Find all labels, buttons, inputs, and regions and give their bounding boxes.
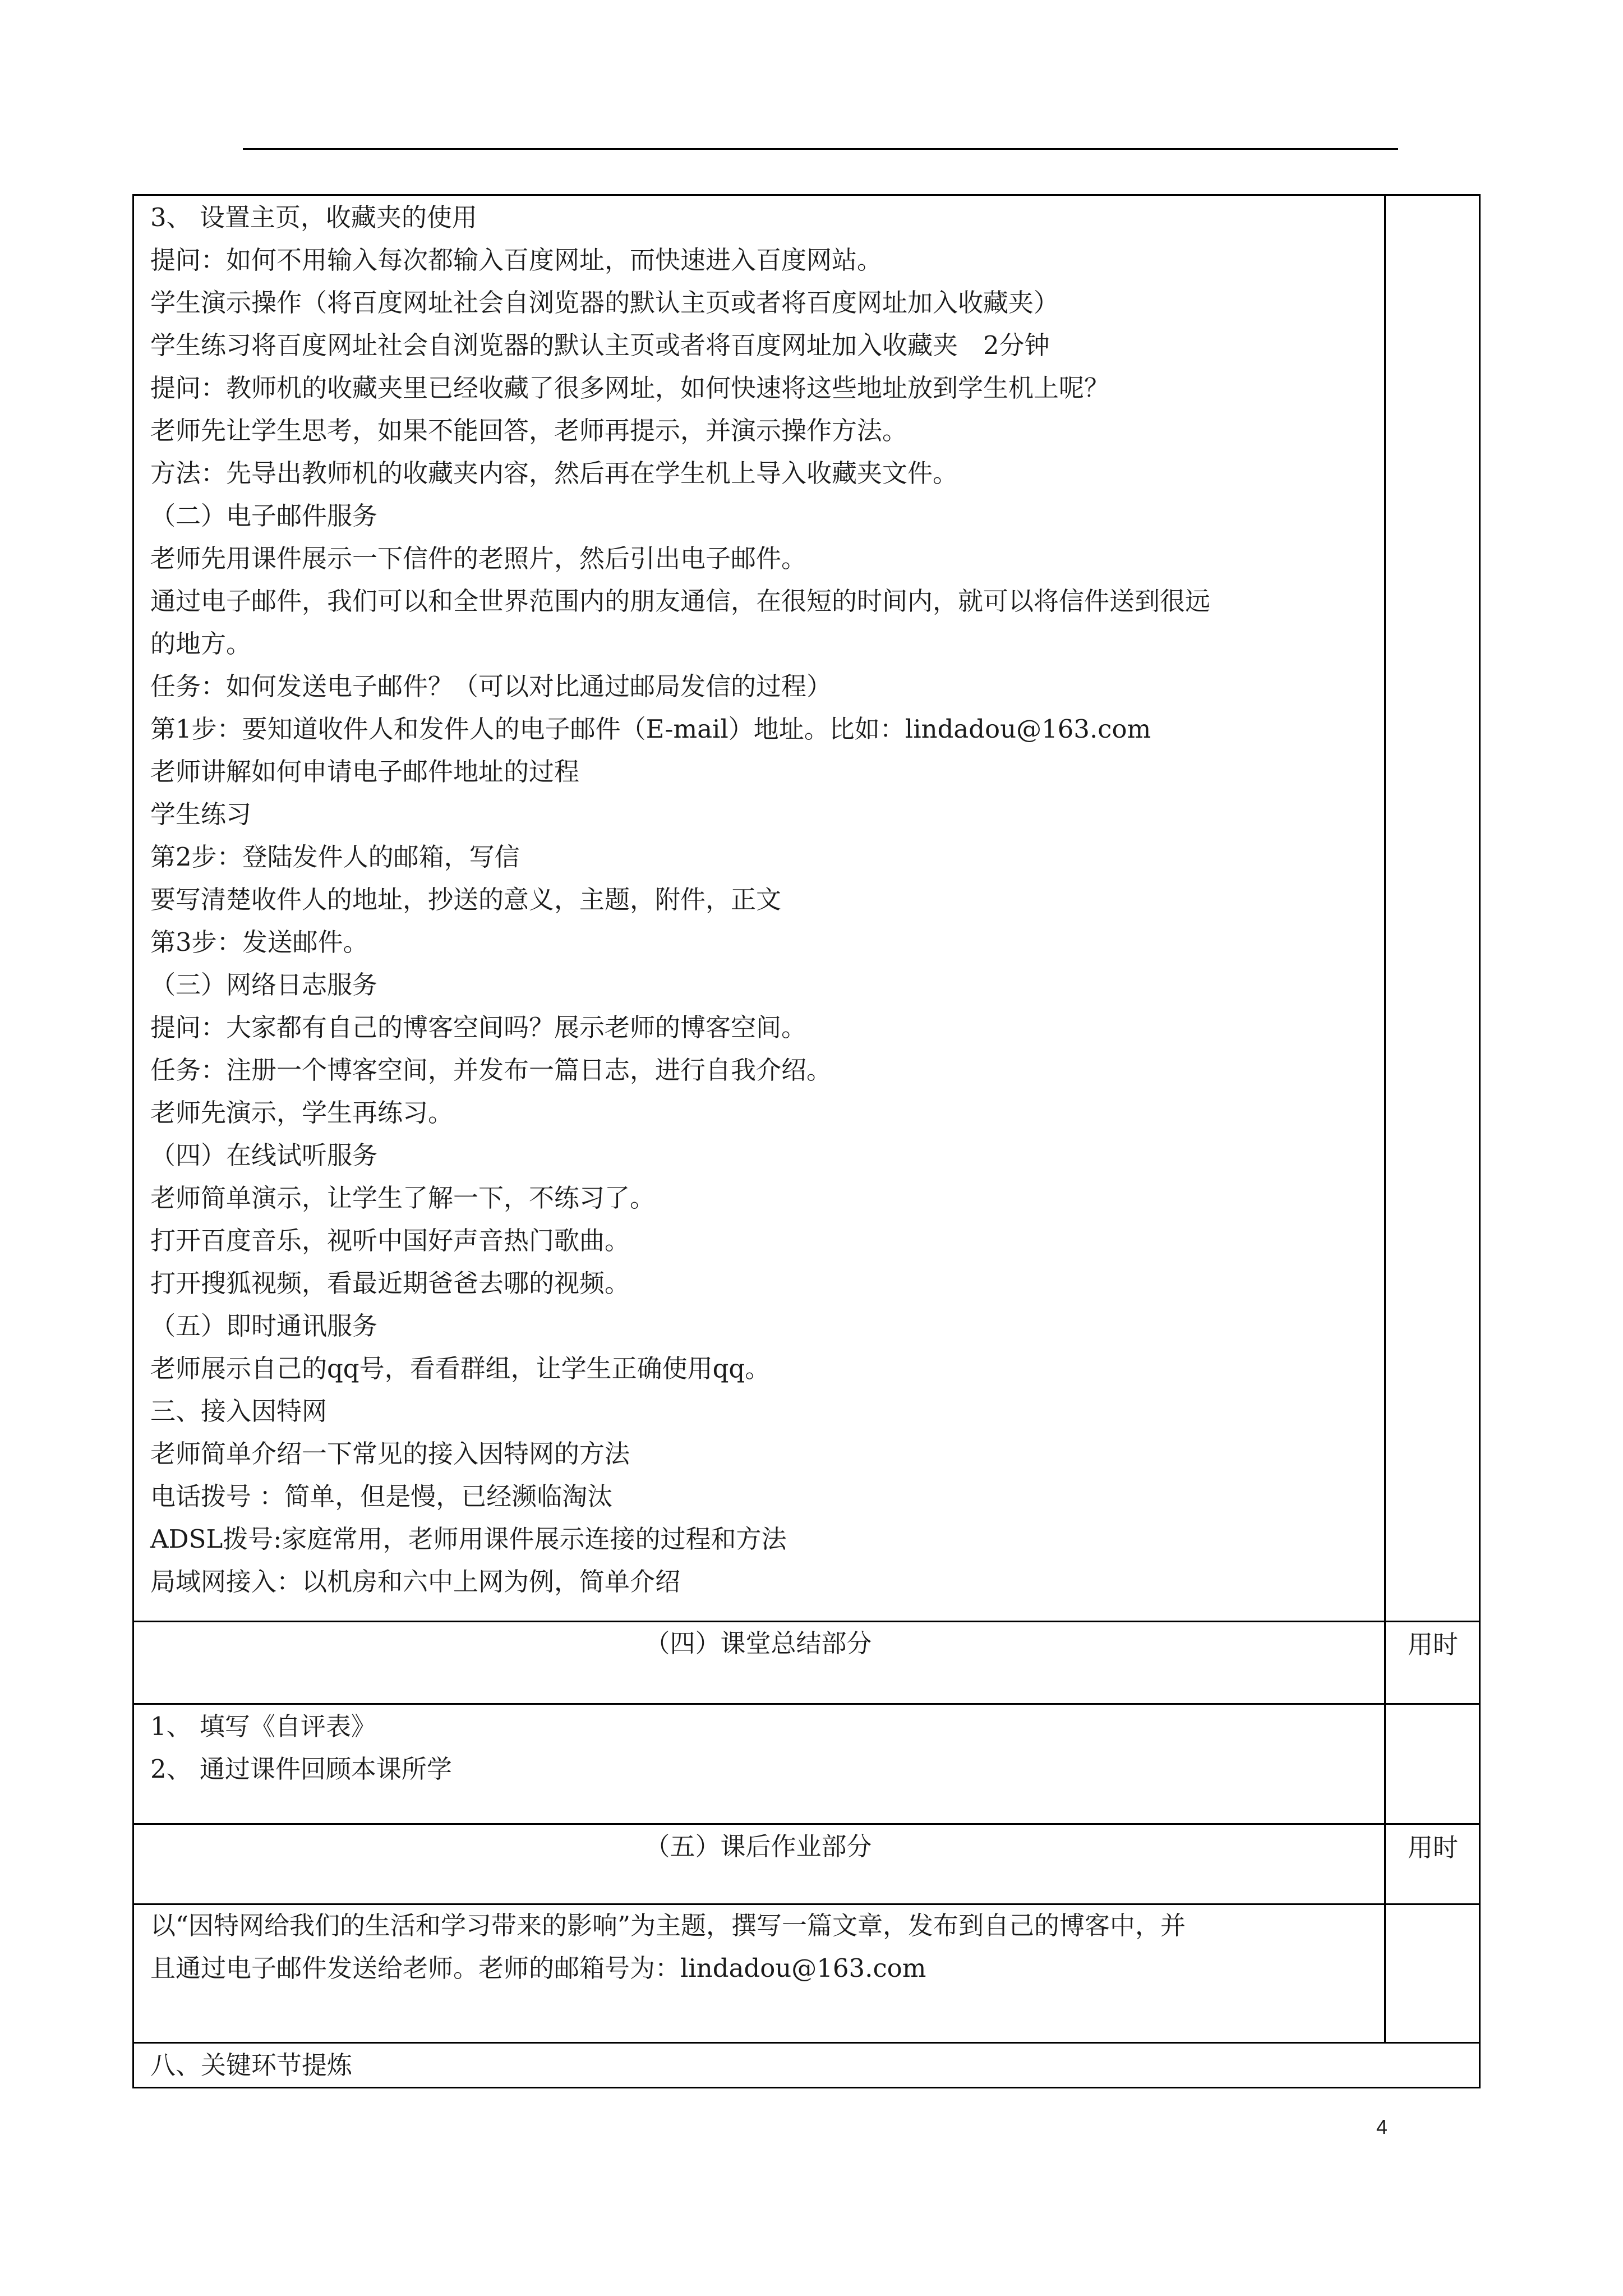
content-line: 任务：如何发送电子邮件？（可以对比通过邮局发信的过程） (150, 671, 832, 701)
content-line: 电话拨号 ：简单，但是慢，已经濒临淘汰 (150, 1481, 613, 1511)
homework-heading: （五）课后作业部分 (644, 1832, 872, 1861)
summary-heading: （四）课堂总结部分 (644, 1628, 872, 1658)
content-line: 方法：先导出教师机的收藏夹内容，然后再在学生机上导入收藏夹文件。 (150, 458, 958, 488)
content-line: 打开搜狐视频，看最近期爸爸去哪的视频。 (150, 1268, 630, 1298)
content-line: 的地方。 (150, 629, 252, 659)
content-line: 通过电子邮件，我们可以和全世界范围内的朋友通信，在很短的时间内，就可以将信件送到很远 (150, 586, 1211, 616)
content-line: 局域网接入：以机房和六中上网为例，简单介绍 (150, 1567, 681, 1596)
content-line: 老师简单演示，让学生了解一下，不练习了。 (150, 1183, 656, 1213)
content-line: 要写清楚收件人的地址，抄送的意义，主题，附件，正文 (150, 885, 782, 914)
section-heading: （五）即时通讯服务 (150, 1311, 378, 1341)
key-section-heading: 八、关键环节提炼 (150, 2050, 353, 2080)
content-line: 3、 设置主页，收藏夹的使用 (150, 203, 477, 232)
content-line: 提问：如何不用输入每次都输入百度网址，而快速进入百度网站。 (150, 245, 883, 275)
section-heading: （二）电子邮件服务 (150, 501, 378, 531)
summary-time-label: 用时 (1407, 1630, 1458, 1659)
content-line: 提问：大家都有自己的博客空间吗？展示老师的博客空间。 (150, 1013, 807, 1042)
content-line: ADSL拨号:家庭常用，老师用课件展示连接的过程和方法 (150, 1524, 787, 1554)
row-divider (132, 1823, 1481, 1825)
summary-item: 2、 通过课件回顾本课所学 (150, 1754, 452, 1784)
content-line: 老师讲解如何申请电子邮件地址的过程 (150, 757, 580, 786)
content-line: 提问：教师机的收藏夹里已经收藏了很多网址，如何快速将这些地址放到学生机上呢？ (150, 373, 1110, 403)
summary-item: 1、 填写《自评表》 (150, 1711, 376, 1741)
content-line: 老师先用课件展示一下信件的老照片，然后引出电子邮件。 (150, 544, 807, 573)
content-line: 学生练习 (150, 799, 252, 829)
content-line: 老师展示自己的qq号，看看群组，让学生正确使用qq。 (150, 1354, 771, 1383)
homework-line: 以“因特网给我们的生活和学习带来的影响”为主题，撰写一篇文章，发布到自己的博客中，并 (150, 1911, 1186, 1940)
content-line: 学生练习将百度网址社会自浏览器的默认主页或者将百度网址加入收藏夹 2分钟 (150, 330, 1050, 360)
homework-line: 且通过电子邮件发送给老师。老师的邮箱号为：lindadou@163.com (150, 1953, 926, 1983)
row-divider (132, 1621, 1481, 1622)
page-number: 4 (1376, 2115, 1388, 2138)
content-line: 第1步：要知道收件人和发件人的电子邮件（E-mail）地址。比如：lindadou@163.com (150, 714, 1151, 744)
content-line: 第2步：登陆发件人的邮箱，写信 (150, 842, 520, 872)
header-rule (243, 148, 1398, 150)
time-column-divider (1384, 194, 1386, 2042)
content-line: 老师先让学生思考，如果不能回答，老师再提示，并演示操作方法。 (150, 416, 908, 445)
row-divider (132, 1903, 1481, 1905)
content-line: 第3步：发送邮件。 (150, 927, 368, 957)
content-line: 老师先演示，学生再练习。 (150, 1098, 454, 1128)
content-line: 任务：注册一个博客空间，并发布一篇日志，进行自我介绍。 (150, 1055, 832, 1085)
content-line: 学生演示操作（将百度网址社会自浏览器的默认主页或者将百度网址加入收藏夹） (150, 288, 1059, 318)
section-heading: （四）在线试听服务 (150, 1140, 378, 1170)
row-divider (132, 1703, 1481, 1705)
content-line: 打开百度音乐，视听中国好声音热门歌曲。 (150, 1226, 630, 1255)
section-heading: （三）网络日志服务 (150, 970, 378, 1000)
homework-time-label: 用时 (1407, 1833, 1458, 1862)
row-divider (132, 2042, 1481, 2044)
content-line: 老师简单介绍一下常见的接入因特网的方法 (150, 1439, 630, 1469)
section-heading: 三、接入因特网 (150, 1396, 328, 1426)
